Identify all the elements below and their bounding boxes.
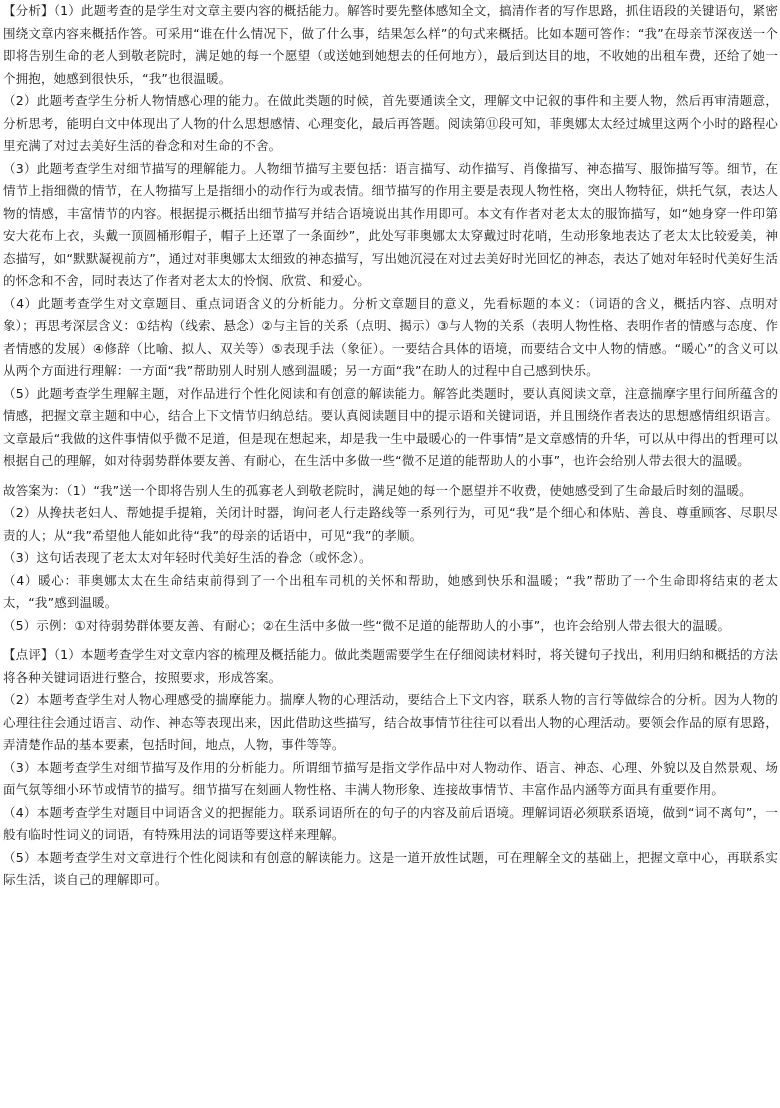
answers-section bbox=[3, 480, 778, 638]
comment-section bbox=[3, 644, 778, 892]
answer-paragraph-4: （4）暖心：菲奥娜太太在生命结束前得到了一个出租车司机的关怀和帮助，她感到快乐和温暖；“我”帮助了一个生命即将结束的老太太，“我”感到温暖。 bbox=[3, 572, 778, 610]
answer-paragraph-1: 故答案为：（1）“我”送一个即将告别人生的孤寡老人到敬老院时，满足她的每一个愿望并不收费，使她感受到了生命最后时刻的温暖。 bbox=[3, 482, 752, 498]
answer-paragraph-2: （2）从搀扶老妇人、帮她提手提箱，关闭计时器，询问老人行走路线等一系列行为，可见“我”是个细心和体贴、善良、尊重顾客、尽职尽责的人；从“我”希望他人能如此待“我”的母亲的话语中，可见“我”的孝顺。 bbox=[3, 505, 778, 543]
analysis-paragraph-3: （3）此题考查学生对细节描写的理解能力。人物细节描写主要包括：语言描写、动作描写、肖像描写、神态描写、服饰描写等。细节，在情节上指细微的情节，在人物描写上是指细小的动作行为或表情。细节描写的作用主要是表现人物性格，突出人物特征，烘托气氛，表达人物的情感，丰富情节的内容。根据提示概括出细节描写并结合语境说出其作用即可。本文有作者对老太太的服饰描写，如“她身穿一件印第安大花布上衣，头戴一顶圆桶形帽子，帽子上还罩了一条面纱”，此处写菲奥娜太太穿戴过时花哨，生动形象地表达了老太太比较爱美，神态描写，如“默默凝视前方”，通过对菲奥娜太太细致的神态描写，写出她沉浸在对过去美好时光回忆的神态，表达了她对年轻时代美好生活的怀念和不舍，同时表达了作者对老太太的怜悯、欣赏、和爱心。 bbox=[3, 160, 778, 288]
analysis-paragraph-4: （4）此题考查学生对文章题目、重点词语含义的分析能力。分析文章题目的意义，先看标题的本义：（词语的含义，概括内容、点明对象）；再思考深层含义：①结构（线索、悬念）②与主旨的关系（点明、揭示）③与人物的关系（表明人物性格、表明作者的情感与态度、作者情感的发展）④修辞（比喻、拟人、双关等）⑤表现手法（象征）。一要结合具体的语境，而要结合文中人物的情感。“暖心”的含义可以从两个方面进行理解：一方面“我”帮助别人时别人感到温暖；另一方面“我”在助人的过程中自己感到快乐。 bbox=[3, 295, 778, 378]
comment-paragraph-5: （5）本题考查学生对文章进行个性化阅读和有创意的解读能力。这是一道开放性试题，可在理解全文的基础上，把握文章中心，再联系实际生活，谈自己的理解即可。 bbox=[3, 849, 778, 887]
comment-paragraph-2: （2）本题考查学生对人物心理感受的揣摩能力。揣摩人物的心理活动，要结合上下文内容，联系人物的言行等做综合的分析。因为人物的心理往往会通过语言、动作、神态等表现出来，因此借助这些描写，结合故事情节往往可以看出人物的心理活动。要领会作品的原有思路，弄清楚作品的基本要素，包括时间，地点，人物，事件等等。 bbox=[3, 692, 778, 752]
comment-paragraph-1: 【点评】（1）本题考查学生对文章内容的梳理及概括能力。做此类题需要学生在仔细阅读材料时，将关键句子找出，利用归纳和概括的方法将各种关键词语进行整合，按照要求，形成答案。 bbox=[3, 647, 778, 685]
comment-paragraph-3: （3）本题考查学生对细节描写及作用的分析能力。所谓细节描写是指文学作品中对人物动作、语言、神态、心理、外貌以及自然景观、场面气氛等细小环节或情节的描写。细节描写在刻画人物性格、丰满人物形象、连接故事情节、丰富作品内涵等方面具有重要作用。 bbox=[3, 759, 778, 797]
analysis-paragraph-2: （2）此题考查学生分析人物情感心理的能力。在做此类题的时候，首先要通读全文，理解文中记叙的事件和主要人物，然后再审清题意，分析思考，能明白文中体现出了人物的什么思想感情、心理变化，最后再答题。阅读第⑪段可知，菲奥娜太太经过城里这两个小时的路程心里充满了对过去美好生活的眷念和对生命的不舍。 bbox=[3, 93, 778, 153]
comment-paragraph-4: （4）本题考查学生对题目中词语含义的把握能力。联系词语所在的句子的内容及前后语境。理解词语必须联系语境，做到“词不离句”，一般有临时性词义的词语，有特殊用法的词语等要这样来理解。 bbox=[3, 804, 778, 842]
answer-paragraph-3: （3）这句话表现了老太太对年轻时代美好生活的眷念（或怀念）。 bbox=[3, 550, 372, 565]
analysis-paragraph-1: 【分析】（1）此题考查的是学生对文章主要内容的概括能力。解答时要先整体感知全文，搞清作者的写作思路，抓住语段的关键语句，紧密围绕文章内容来概括作答。可采用“谁在什么情况下，做了什么事，结果怎么样”的句式来概括。比如本题可答作：“我”在母亲节深夜送一个即将告别生命的老人到敬老院时，满足她的每一个愿望（或送她到她想去的任何地方），最后到达目的地，不收她的出租车费，还给了她一个拥抱，她感到很快乐，“我”也很温暖。 bbox=[3, 3, 778, 86]
analysis-section bbox=[3, 0, 778, 473]
analysis-paragraph-5: （5）此题考查学生理解主题，对作品进行个性化阅读和有创意的解读能力。解答此类题时，要认真阅读文章，注意揣摩字里行间所蕴含的情感，把握文章主题和中心，结合上下文情节归纳总结。要认真阅读题目中的提示语和关键词语，并且围绕作者表达的思想感情组织语言。文章最后“我做的这件事情似乎微不足道，但是现在想起来，却是我一生中最暖心的一件事情”是文章感情的升华，可以从中得出的哲理可以根据自己的理解，如对待弱势群体要友善、有耐心，在生活中多做一些“微不足道的能帮助人的小事”，也许会给别人带去很大的温暖。 bbox=[3, 385, 778, 468]
answer-paragraph-5: （5）示例：①对待弱势群体要友善、有耐心；②在生活中多做一些“微不足道的能帮助人的小事”，也许会给别人带去很大的温暖。 bbox=[3, 617, 731, 633]
